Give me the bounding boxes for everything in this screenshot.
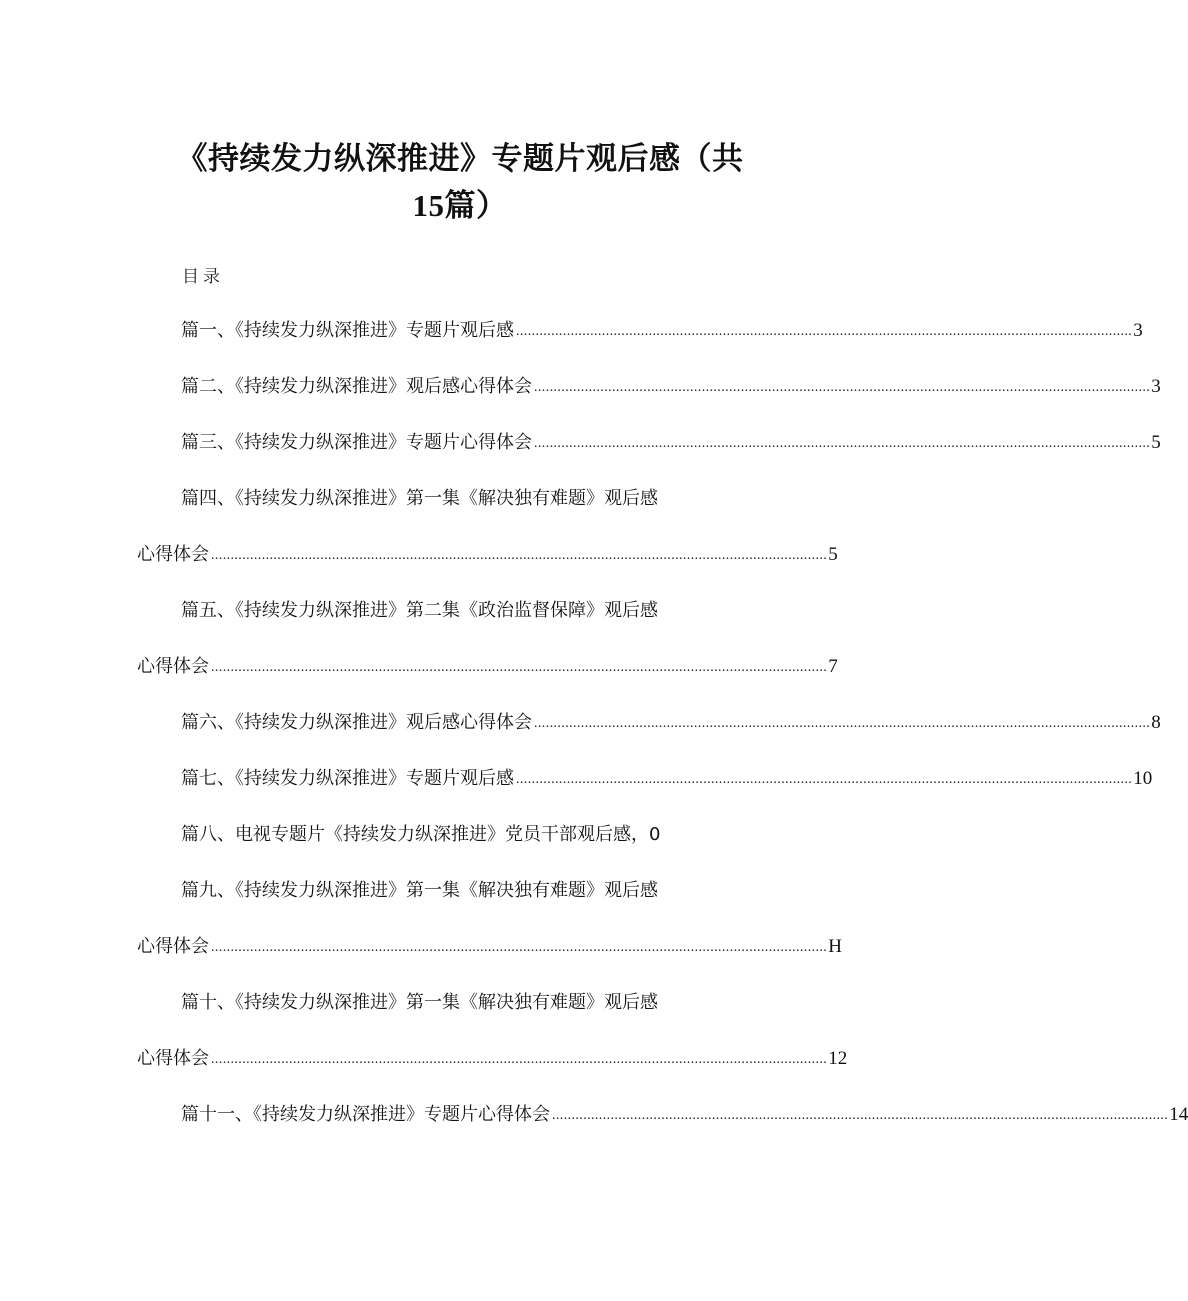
toc-entry-title-continued: 心得体会 — [137, 656, 209, 677]
toc-entry-title: 篇八、电视专题片《持续发力纵深推进》党员干部观后感，0 — [181, 824, 661, 845]
toc-leader-dots: .............................................................................................................................................................. — [211, 660, 828, 675]
toc-page-number: 3 — [1133, 320, 1143, 341]
toc-entry-title: 篇六、《持续发力纵深推进》观后感心得体会 — [181, 712, 532, 733]
toc-entry-9[interactable] — [181, 878, 658, 904]
title-suffix: 篇） — [444, 188, 508, 224]
toc-entry-6[interactable] — [181, 710, 1161, 736]
toc-page-number: 7 — [828, 656, 838, 677]
toc-entry-title: 篇四、《持续发力纵深推进》第一集《解决独有难题》观后感 — [181, 488, 658, 509]
toc-page-number: H — [828, 936, 842, 957]
title-count: 15 — [412, 188, 445, 223]
toc-leader-dots: .............................................................................................................................................................. — [552, 1108, 1169, 1123]
toc-entry-10-continued[interactable] — [137, 1046, 848, 1072]
toc-entry-title: 篇五、《持续发力纵深推进》第二集《政治监督保障》观后感 — [181, 600, 658, 621]
toc-page-number: 10 — [1133, 768, 1153, 789]
toc-entry-title: 篇十一、《持续发力纵深推进》专题片心得体会 — [181, 1104, 550, 1125]
toc-entry-title: 篇二、《持续发力纵深推进》观后感心得体会 — [181, 376, 532, 397]
toc-heading: 目录 — [182, 267, 224, 287]
toc-entry-5-continued[interactable] — [137, 654, 838, 680]
document-title-line-2 — [110, 183, 810, 229]
toc-entry-9-continued[interactable] — [137, 934, 842, 960]
toc-entry-3[interactable] — [181, 430, 1161, 456]
toc-page-number: 12 — [828, 1048, 848, 1069]
toc-entry-10[interactable] — [181, 990, 658, 1016]
toc-page-number: 14 — [1169, 1104, 1188, 1125]
toc-entry-5[interactable] — [181, 598, 658, 624]
toc-entry-title: 篇一、《持续发力纵深推进》专题片观后感 — [181, 320, 514, 341]
toc-entry-title-continued: 心得体会 — [137, 544, 209, 565]
toc-entry-title: 篇九、《持续发力纵深推进》第一集《解决独有难题》观后感 — [181, 880, 658, 901]
document-title-line-1: 《持续发力纵深推进》专题片观后感（共 — [176, 141, 744, 177]
toc-entry-4[interactable] — [181, 486, 658, 512]
toc-entry-2[interactable] — [181, 374, 1161, 400]
toc-entry-11[interactable] — [181, 1102, 1188, 1128]
toc-entry-title-continued: 心得体会 — [137, 936, 209, 957]
toc-entry-title: 篇十、《持续发力纵深推进》第一集《解决独有难题》观后感 — [181, 992, 658, 1013]
toc-entry-8[interactable] — [181, 822, 660, 848]
toc-leader-dots: .............................................................................................................................................................. — [516, 772, 1133, 787]
toc-leader-dots: .............................................................................................................................................................. — [534, 380, 1151, 395]
toc-page-number: 5 — [828, 544, 838, 565]
toc-leader-dots: .............................................................................................................................................................. — [211, 1052, 828, 1067]
toc-page-number: 5 — [1151, 432, 1161, 453]
toc-leader-dots: .............................................................................................................................................................. — [211, 548, 828, 563]
toc-leader-dots: .............................................................................................................................................................. — [534, 436, 1151, 451]
toc-entry-title-continued: 心得体会 — [137, 1048, 209, 1069]
toc-entry-4-continued[interactable] — [137, 542, 838, 568]
toc-page-number: 8 — [1151, 712, 1161, 733]
toc-leader-dots: .............................................................................................................................................................. — [516, 324, 1133, 339]
toc-entry-title: 篇三、《持续发力纵深推进》专题片心得体会 — [181, 432, 532, 453]
toc-leader-dots: .............................................................................................................................................................. — [211, 940, 828, 955]
toc-leader-dots: .............................................................................................................................................................. — [534, 716, 1151, 731]
toc-entry-1[interactable] — [181, 318, 1143, 344]
toc-page-number: 3 — [1151, 376, 1161, 397]
toc-entry-title: 篇七、《持续发力纵深推进》专题片观后感 — [181, 768, 514, 789]
toc-entry-7[interactable] — [181, 766, 1153, 792]
